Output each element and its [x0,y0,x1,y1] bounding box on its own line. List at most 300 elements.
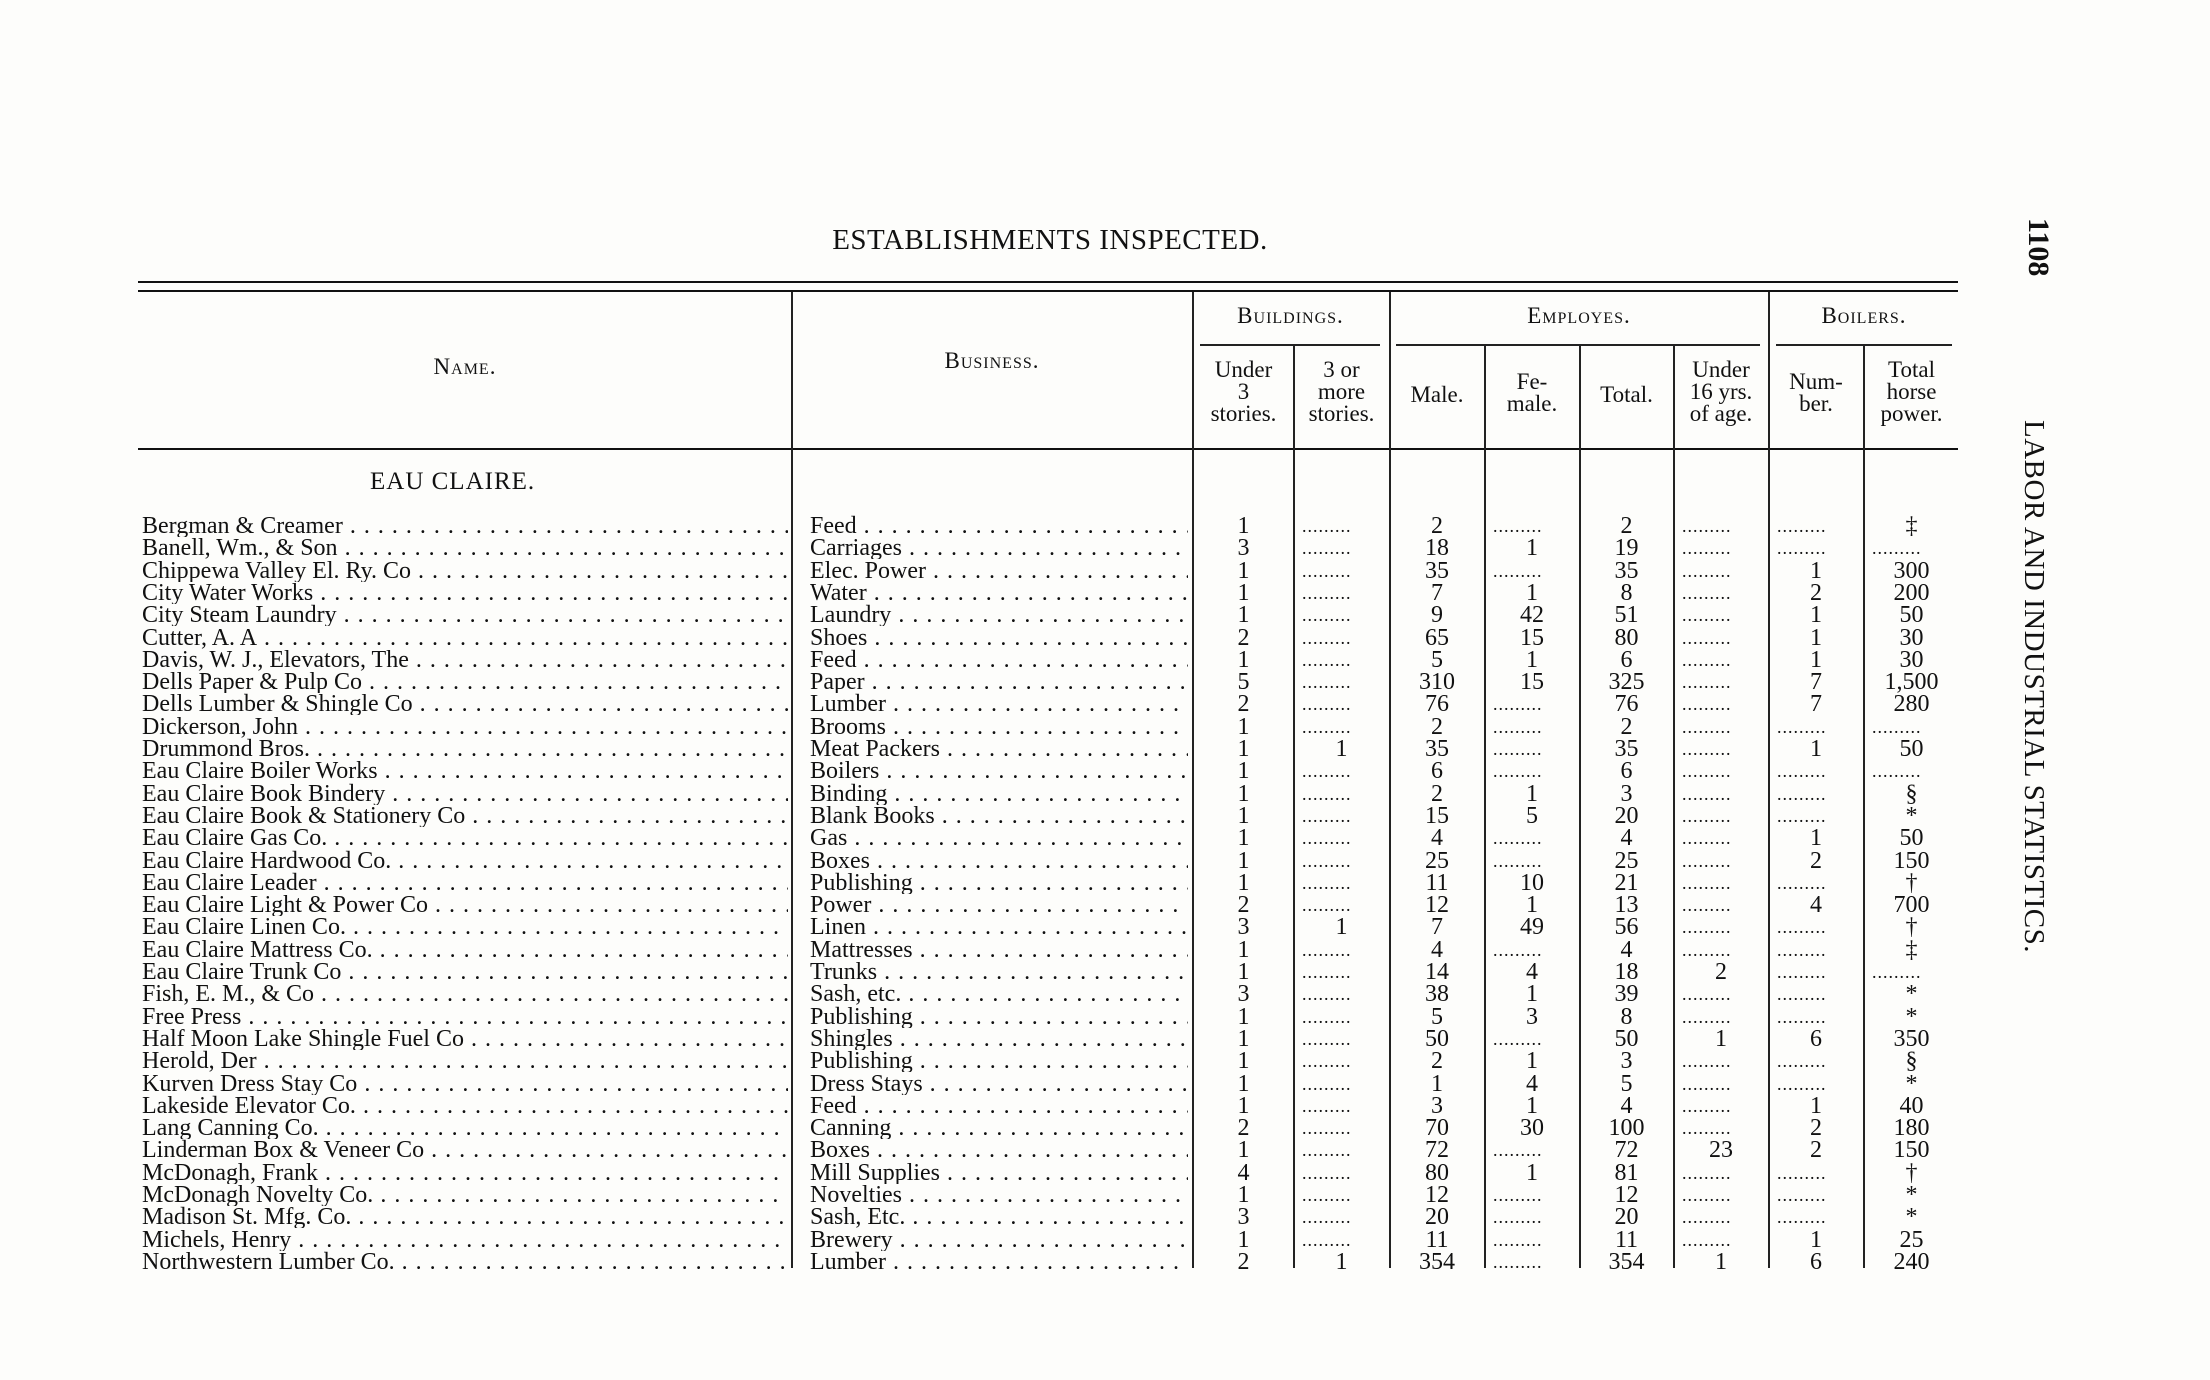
header-hp-line3: power. [1880,401,1943,426]
establishment-name: Free Press . . . [142,1006,788,1028]
cell-total: 81 [1614,1159,1639,1186]
cell-over3-empty: ......... [1302,872,1352,893]
cell-under16-empty: ......... [1682,694,1732,715]
cell-male: 2 [1431,513,1443,539]
business-type: Trunks . . . [810,961,1188,983]
cell-male: 5 [1431,1003,1443,1030]
cell-under3: 1 [1237,959,1250,985]
cell-female-empty: ......... [1493,939,1543,960]
cell-female-empty: ......... [1493,1185,1543,1205]
header-bottom-rule [138,448,1958,450]
cell-female: 1 [1526,1048,1538,1075]
cell-over3-empty: ......... [1302,582,1352,603]
business-type: Binding . . . [810,783,1188,805]
business-type: Linen . . . [810,916,1188,938]
cell-boilers-empty: ......... [1777,1051,1827,1072]
cell-female: 5 [1526,802,1538,829]
cell-under16-empty: ......... [1682,1006,1732,1027]
business-type: Feed . . . [810,1095,1188,1117]
cell-female: 42 [1520,602,1544,629]
cell-total: 13 [1614,892,1639,919]
cell-boilers-empty: ......... [1777,516,1827,536]
cell-under3: 1 [1237,736,1250,762]
header-under16 [1674,359,1768,425]
boilers-group-rule [1776,344,1952,346]
business-type: Publishing . . . [810,1006,1188,1028]
cell-female-empty: ......... [1493,716,1543,737]
cell-under3: 3 [1237,981,1250,1008]
establishment-name: Bergman & Creamer . . . [142,515,788,537]
table-row [0,892,2000,919]
cell-total: 8 [1620,1003,1633,1030]
cell-under16-empty: ......... [1682,627,1732,648]
cell-under16-empty: ......... [1682,1051,1732,1072]
cell-hp: 280 [1893,691,1930,718]
header-female-line2: male. [1506,391,1558,416]
cell-male: 310 [1419,669,1455,696]
cell-over3-empty: ......... [1302,1073,1352,1094]
cell-boilers-empty: ......... [1777,716,1827,737]
cell-under16-empty: ......... [1682,939,1732,960]
cell-male: 2 [1431,1048,1443,1075]
cell-boilers-empty: ......... [1777,1162,1827,1183]
cell-boilers: 2 [1810,1115,1822,1142]
cell-total: 2 [1620,513,1633,539]
cell-hp: * [1905,1003,1918,1030]
cell-over3-empty: ......... [1302,1229,1352,1250]
business-type: Novelties . . . [810,1184,1188,1206]
cell-female: 3 [1526,1003,1538,1030]
cell-hp: § [1905,1048,1918,1075]
establishment-name: Eau Claire Book Bindery . . . [142,783,788,805]
cell-boilers-empty: ......... [1777,1006,1827,1027]
business-type: Canning . . . [810,1117,1188,1139]
business-type: Publishing . . . [810,872,1188,894]
cell-male: 18 [1425,535,1449,562]
cell-under3: 3 [1237,914,1250,941]
cell-hp-empty: ......... [1872,716,1922,737]
cell-under3: 1 [1237,579,1250,606]
cell-under3: 1 [1237,1226,1250,1253]
cell-under16-empty: ......... [1682,1118,1732,1139]
cell-male: 12 [1425,892,1449,919]
cell-hp: 240 [1893,1248,1930,1275]
table-row [0,1184,2000,1206]
cell-female: 1 [1526,579,1538,606]
cell-female: 30 [1520,1115,1544,1142]
establishment-name: City Water Works . . . [142,582,788,604]
establishment-name: Davis, W. J., Elevators, The . . . [142,649,788,671]
cell-under16-empty: ......... [1682,1207,1732,1228]
cell-under3: 1 [1237,602,1250,629]
table-row [0,1159,2000,1186]
cell-under16: 23 [1709,1137,1733,1164]
establishment-name: Half Moon Lake Shingle Fuel Co . . . [142,1028,788,1050]
cell-under3: 1 [1237,513,1250,539]
cell-boilers: 2 [1810,847,1822,874]
table-row [0,981,2000,1008]
cell-boilers: 6 [1810,1025,1822,1052]
cell-under16-empty: ......... [1682,716,1732,737]
cell-hp: * [1905,981,1918,1008]
cell-under16-empty: ......... [1682,828,1732,849]
cell-boilers-empty: ......... [1777,783,1827,804]
cell-female: 1 [1526,780,1538,807]
cell-male: 9 [1431,602,1443,629]
header-over3-line3: stories. [1308,401,1375,426]
cell-boilers: 1 [1810,1092,1822,1119]
cell-female: 4 [1526,959,1538,985]
cell-female-empty: ......... [1493,694,1543,715]
cell-under16-empty: ......... [1682,1162,1732,1183]
cell-hp: 150 [1893,847,1930,874]
cell-under16-empty: ......... [1682,1073,1732,1094]
cell-over3-empty: ......... [1302,1185,1352,1205]
header-under3-line2: 3 [1237,379,1250,404]
cell-total: 18 [1614,959,1639,985]
establishment-name: Herold, Der . . . [142,1050,788,1072]
header-under3-line1: Under [1214,357,1273,382]
cell-female: 4 [1526,1070,1538,1097]
cell-female-empty: ......... [1493,1207,1543,1228]
header-female-line1: Fe- [1516,369,1548,394]
table-row [0,1048,2000,1075]
business-type: Boxes . . . [810,1139,1188,1161]
cell-hp: 50 [1899,736,1924,762]
establishment-name: Eau Claire Trunk Co . . . [142,961,788,983]
cell-under16-empty: ......... [1682,984,1732,1005]
cell-hp: * [1905,1182,1918,1208]
cell-boilers: 1 [1810,1226,1822,1253]
cell-male: 2 [1431,713,1443,740]
cell-hp-empty: ......... [1872,962,1922,982]
cell-total: 56 [1614,914,1639,941]
cell-female-empty: ......... [1493,739,1543,759]
cell-boilers: 1 [1810,557,1822,584]
cell-under3: 1 [1237,847,1250,874]
cell-boilers: 7 [1810,669,1822,696]
cell-female: 1 [1526,981,1538,1008]
cell-hp: 1,500 [1884,669,1939,696]
cell-under16-empty: ......... [1682,605,1732,626]
business-type: Shingles . . . [810,1028,1188,1050]
business-type: Water . . . [810,582,1188,604]
cell-boilers: 6 [1810,1248,1822,1275]
cell-under3: 1 [1237,1003,1250,1030]
table-row [0,691,2000,718]
cell-under3: 1 [1237,713,1250,740]
cell-boilers: 4 [1810,892,1822,919]
cell-male: 6 [1431,758,1443,785]
table-row [0,1204,2000,1231]
cell-under16-empty: ......... [1682,672,1732,693]
cell-over3-empty: ......... [1302,516,1352,536]
cell-over3-empty: ......... [1302,627,1352,648]
cell-boilers: 2 [1810,1137,1822,1164]
table-row [0,713,2000,740]
cell-male: 80 [1425,1159,1449,1186]
cell-hp: † [1905,914,1918,941]
cell-total: 3 [1620,780,1633,807]
business-type: Shoes . . . [810,627,1188,649]
cell-under3: 1 [1237,1137,1250,1164]
business-type: Publishing . . . [810,1050,1188,1072]
cell-over3-empty: ......... [1302,694,1352,715]
cell-male: 72 [1425,1137,1449,1164]
cell-male: 38 [1425,981,1449,1008]
cell-over3-empty: ......... [1302,1118,1352,1139]
cell-total: 5 [1620,1070,1633,1097]
cell-over3-empty: ......... [1302,672,1352,693]
table-row [0,1226,2000,1253]
header-under16-line2: 16 yrs. [1689,379,1753,404]
establishment-name: Cutter, A. A . . . [142,627,788,649]
header-hp-line2: horse [1886,379,1937,404]
establishment-name: Eau Claire Gas Co. . . . [142,827,788,849]
cell-over3-empty: ......... [1302,1006,1352,1027]
cell-over3-empty: ......... [1302,850,1352,871]
cell-over3-empty: ......... [1302,605,1352,626]
header-number-line2: ber. [1799,391,1833,416]
cell-hp: † [1905,1159,1918,1186]
cell-male: 11 [1425,1226,1449,1253]
cell-under3: 2 [1237,691,1250,718]
cell-male: 4 [1431,936,1443,963]
header-horse-power [1864,359,1959,425]
business-type: Sash, etc. . . . [810,983,1188,1005]
table-row [0,758,2000,785]
cell-under16: 1 [1715,1248,1727,1275]
cell-under16-empty: ......... [1682,516,1732,536]
cell-male: 11 [1425,869,1449,896]
cell-under3: 2 [1237,624,1250,651]
top-rule [138,281,1958,283]
establishment-name: Eau Claire Book & Stationery Co . . . [142,805,788,827]
cell-male: 76 [1425,691,1449,718]
establishment-name: Eau Claire Boiler Works . . . [142,760,788,782]
business-type: Gas . . . [810,827,1188,849]
cell-total: 12 [1614,1182,1639,1208]
cell-under3: 1 [1237,1025,1250,1052]
cell-female-empty: ......... [1493,1229,1543,1250]
cell-female-empty: ......... [1493,1028,1543,1049]
cell-over3-empty: ......... [1302,828,1352,849]
business-type: Elec. Power . . . [810,560,1188,582]
cell-under3: 1 [1237,802,1250,829]
cell-under16-empty: ......... [1682,917,1732,938]
table-row [0,825,2000,852]
cell-female: 1 [1526,892,1538,919]
establishment-name: Dells Paper & Pulp Co . . . [142,671,788,693]
business-type: Lumber . . . [810,693,1188,715]
establishment-name: Kurven Dress Stay Co . . . [142,1073,788,1095]
establishment-name: McDonagh, Frank . . . [142,1162,788,1184]
table-row [0,1137,2000,1164]
business-type: Meat Packers . . . [810,738,1188,760]
cell-hp: 150 [1893,1137,1930,1164]
cell-under3: 1 [1237,646,1250,673]
cell-female: 1 [1526,535,1538,562]
cell-over3-empty: ......... [1302,716,1352,737]
cell-over3-empty: ......... [1302,1162,1352,1183]
cell-under3: 4 [1237,1159,1250,1186]
cell-total: 20 [1614,1204,1639,1231]
cell-over3-empty: ......... [1302,1051,1352,1072]
header-female [1485,371,1579,415]
cell-over3: 1 [1335,736,1348,762]
cell-hp: ‡ [1905,936,1918,963]
cell-under16-empty: ......... [1682,895,1732,916]
business-type: Lumber . . . [810,1251,1188,1273]
top-rule-2 [138,290,1958,292]
cell-boilers: 1 [1810,602,1822,629]
business-type: Power . . . [810,894,1188,916]
cell-female-empty: ......... [1493,850,1543,871]
cell-total: 6 [1620,646,1633,673]
table-row [0,579,2000,606]
cell-total: 354 [1608,1248,1645,1275]
establishment-name: Dells Lumber & Shingle Co . . . [142,693,788,715]
cell-hp: 200 [1893,579,1930,606]
cell-total: 80 [1614,624,1639,651]
cell-under3: 5 [1237,669,1250,696]
table-row [0,1003,2000,1030]
cell-under3: 3 [1237,535,1250,562]
establishment-name: Chippewa Valley El. Ry. Co . . . [142,560,788,582]
cell-total: 51 [1614,602,1639,629]
cell-hp: 40 [1899,1092,1924,1119]
cell-total: 4 [1620,825,1633,852]
cell-under16: 1 [1715,1025,1727,1052]
cell-female-empty: ......... [1493,761,1543,782]
cell-under3: 1 [1237,1070,1250,1097]
cell-under16-empty: ......... [1682,761,1732,782]
cell-boilers: 1 [1810,825,1822,852]
cell-total: 76 [1614,691,1639,718]
cell-under16-empty: ......... [1682,538,1732,559]
cell-under3: 1 [1237,780,1250,807]
cell-boilers: 2 [1810,579,1822,606]
cell-hp: * [1905,802,1918,829]
cell-under3: 2 [1237,1115,1250,1142]
establishment-name: McDonagh Novelty Co. . . . [142,1184,788,1206]
cell-hp-empty: ......... [1872,761,1922,782]
business-type: Laundry . . . [810,604,1188,626]
table-row [0,602,2000,629]
cell-over3-empty: ......... [1302,649,1352,670]
cell-hp: 50 [1899,825,1924,852]
cell-total: 4 [1620,936,1633,963]
cell-total: 50 [1614,1025,1639,1052]
cell-under16-empty: ......... [1682,850,1732,871]
cell-total: 25 [1614,847,1639,874]
business-type: Sash, Etc. . . . [810,1206,1188,1228]
cell-male: 7 [1431,579,1443,606]
cell-total: 100 [1608,1115,1645,1142]
cell-over3-empty: ......... [1302,805,1352,826]
cell-boilers: 1 [1810,736,1822,762]
running-head: LABOR AND INDUSTRIAL STATISTICS. [2018,420,2050,954]
business-type: Blank Books . . . [810,805,1188,827]
table-row [0,669,2000,696]
cell-hp: † [1905,869,1918,896]
cell-over3-empty: ......... [1302,1140,1352,1161]
cell-hp: 50 [1899,602,1924,629]
cell-male: 354 [1419,1248,1455,1275]
cell-under3: 1 [1237,869,1250,896]
cell-total: 3 [1620,1048,1633,1075]
cell-female: 1 [1526,646,1538,673]
table-row [0,914,2000,941]
cell-male: 1 [1431,1070,1443,1097]
cell-hp: * [1905,1070,1918,1097]
section-heading: EAU CLAIRE. [370,468,536,495]
cell-hp-empty: ......... [1872,538,1922,559]
cell-over3-empty: ......... [1302,895,1352,916]
cell-over3-empty: ......... [1302,560,1352,581]
cell-male: 25 [1425,847,1449,874]
business-type: Mattresses . . . [810,939,1188,961]
cell-boilers: 1 [1810,624,1822,651]
cell-boilers-empty: ......... [1777,805,1827,826]
cell-boilers-empty: ......... [1777,1185,1827,1205]
table-row [0,780,2000,807]
cell-hp: 700 [1893,892,1930,919]
cell-boilers-empty: ......... [1777,872,1827,893]
cell-hp: * [1905,1204,1918,1231]
cell-hp: 30 [1899,624,1924,651]
cell-under3: 1 [1237,936,1250,963]
establishment-name: Eau Claire Mattress Co. . . . [142,939,788,961]
header-total: Total. [1600,382,1653,407]
cell-hp: 30 [1899,646,1924,673]
table-row [0,961,2000,983]
header-under3 [1194,359,1293,425]
table-row [0,1115,2000,1142]
cell-female-empty: ......... [1493,560,1543,581]
cell-under16-empty: ......... [1682,739,1732,759]
cell-under3: 2 [1237,892,1250,919]
cell-over3-empty: ......... [1302,1028,1352,1049]
cell-male: 5 [1431,646,1443,673]
cell-male: 35 [1425,736,1449,762]
cell-female-empty: ......... [1493,1251,1543,1272]
establishment-name: Madison St. Mfg. Co. . . . [142,1206,788,1228]
cell-hp: § [1905,780,1918,807]
establishment-name: Eau Claire Linen Co. . . . [142,916,788,938]
cell-under3: 1 [1237,758,1250,785]
table-row [0,1025,2000,1052]
cell-under3: 1 [1237,557,1250,584]
cell-boilers-empty: ......... [1777,538,1827,559]
establishment-name: Lakeside Elevator Co. . . . [142,1095,788,1117]
business-type: Boxes . . . [810,850,1188,872]
cell-hp: 350 [1893,1025,1930,1052]
cell-boilers-empty: ......... [1777,1207,1827,1228]
cell-under16-empty: ......... [1682,560,1732,581]
header-hp-line1: Total [1888,357,1935,382]
table-row [0,802,2000,829]
cell-hp: 25 [1899,1226,1924,1253]
cell-over3: 1 [1335,1248,1348,1275]
header-over3-line2: more [1317,379,1366,404]
cell-under3: 3 [1237,1204,1250,1231]
table-row [0,557,2000,584]
cell-male: 3 [1431,1092,1443,1119]
cell-male: 7 [1431,914,1443,941]
header-name: Name. [433,354,497,379]
cell-male: 2 [1431,780,1443,807]
